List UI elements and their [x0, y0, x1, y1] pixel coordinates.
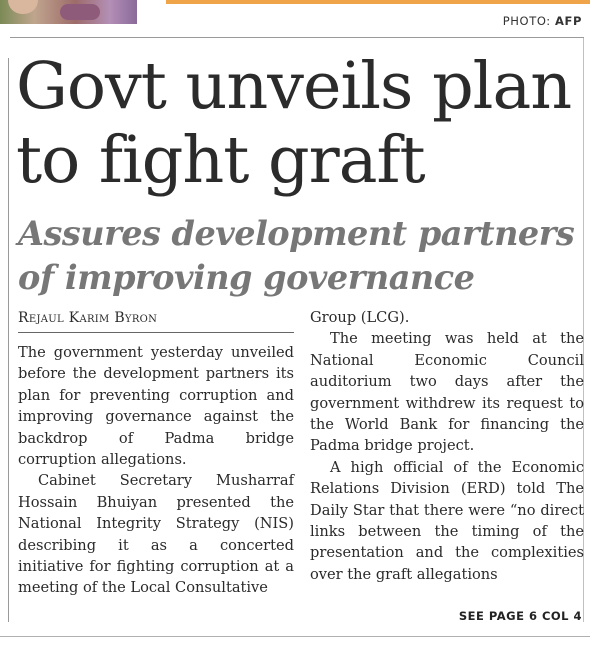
headline-line-1: Govt unveils plan — [16, 49, 572, 124]
orange-divider — [166, 0, 590, 4]
subhead-line-2: of improving governance — [18, 258, 475, 297]
article-column-1 — [18, 342, 294, 599]
paragraph: The government yesterday unveiled before the development partners its plan for preventing corruption and improving governance against the backdrop of Padma bridge corruption allegations. — [18, 344, 294, 469]
photo-credit-source: AFP — [555, 14, 582, 28]
photo-credit-label: PHOTO: — [502, 14, 551, 28]
top-rule — [10, 37, 584, 38]
paragraph: Cabinet Secretary Musharraf Hossain Bhuiyan presented the National Integrity Strategy (NIS) describing it as a concerted initiative for fighting corruption at a meeting of the Local Consultative — [18, 472, 294, 597]
headline — [16, 50, 584, 198]
top-photo-fragment — [0, 0, 137, 24]
photo-credit — [503, 14, 582, 28]
paragraph: A high official of the Economic Relations Division (ERD) told The Daily Star that there were “no direct links between the timing of the presentation and the complexities over the graft allegations — [310, 458, 584, 583]
photo-detail — [8, 0, 38, 14]
subheadline — [18, 212, 584, 300]
article-column-2 — [310, 307, 584, 585]
subhead-line-1: Assures development partners — [18, 214, 575, 253]
byline-rule — [18, 332, 294, 333]
paragraph: Group (LCG). — [310, 309, 410, 326]
photo-detail — [60, 4, 100, 20]
byline: Rejaul Karim Byron — [18, 310, 158, 326]
paragraph: The meeting was held at the National Economic Council auditorium two days after the government withdrew its request to the World Bank for financing the Padma bridge project. — [310, 330, 584, 455]
left-border — [8, 58, 9, 622]
headline-line-2: to fight graft — [16, 123, 425, 198]
bottom-rule — [0, 636, 590, 637]
jump-line[interactable]: SEE PAGE 6 COL 4 — [458, 609, 582, 623]
